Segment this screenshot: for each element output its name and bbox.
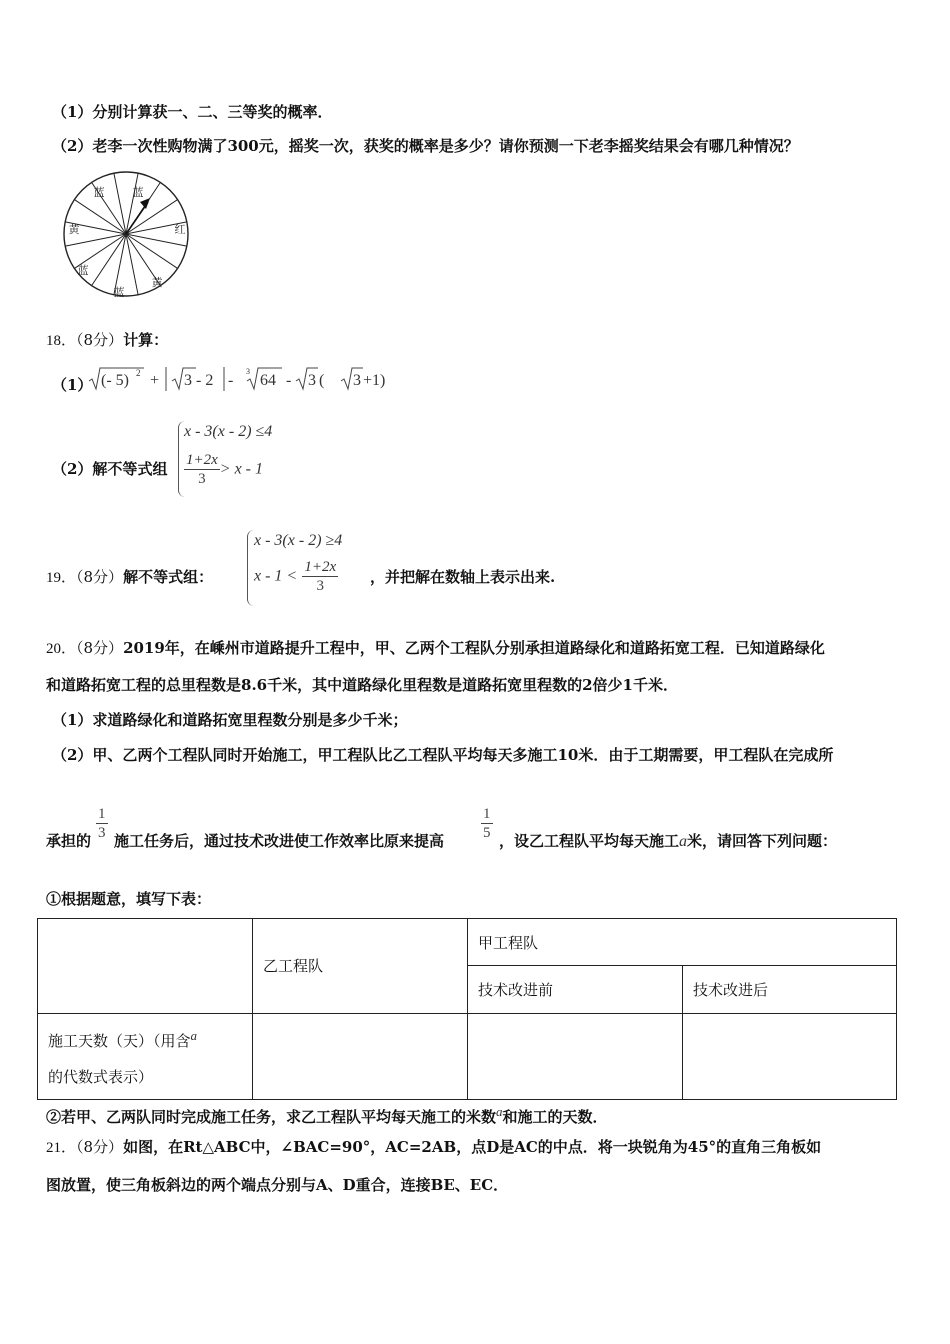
wheel-label: 蓝: [77, 264, 89, 277]
q20-sub2-a: ②若甲、乙两队同时完成施工任务，求乙工程队平均每天施工的米数: [46, 1108, 497, 1126]
q20-line3-d: 米，请回答下列问题：: [687, 832, 838, 850]
wheel-label: 蓝: [93, 186, 105, 199]
q20-sub1: ①根据题意，填写下表：: [46, 890, 212, 908]
q20-line1: 2019年，在嵊州市道路提升工程中，甲、乙两个工程队分别承担道路绿化和道路拓宽工程．已知道路绿化: [123, 639, 825, 657]
q19-label: 解不等式组：: [123, 568, 214, 586]
q20-table: [37, 918, 897, 1100]
svg-text:-: -: [228, 372, 234, 389]
q19-line2-lhs: x - 1 <: [254, 567, 298, 585]
q17-part1: （1）分别计算获一、二、三等奖的概率．: [52, 103, 333, 121]
q20-line2: 和道路拓宽工程的总里程数是8.6千米，其中道路绿化里程数是道路拓宽里程数的2倍少1千米．: [46, 676, 678, 694]
spinner-wheel: [62, 166, 192, 304]
q17-part2: （2）老李一次性购物满了300元，摇奖一次，获奖的概率是多少？请你预测一下老李摇奖结果会有哪几种情况？: [52, 137, 799, 155]
q18-number: 18．: [46, 333, 77, 349]
expr-tail: +1): [363, 372, 386, 389]
expr-c-index: 3: [246, 367, 250, 376]
table-cell-after-days[interactable]: [683, 1013, 897, 1100]
wheel-body: [64, 172, 188, 296]
q20-number: 20．: [46, 641, 77, 657]
q21-line1: 如图，在Rt△ABC中，∠BAC=90°，AC=2AB，点D是AC的中点．将一块锐角为45°的直角三角板如: [123, 1138, 822, 1156]
q20-frac1-den: 3: [98, 825, 106, 841]
table-header-before: 技术改进前: [468, 966, 683, 1013]
wheel-label: 蓝: [132, 186, 144, 199]
q21-number: 21．: [46, 1140, 77, 1156]
q19-tail: ，并把解在数轴上表示出来.: [370, 568, 556, 586]
expr-d: 3: [308, 372, 316, 389]
q19-line2: [254, 558, 338, 595]
table-header-after: 技术改进后: [683, 966, 897, 1013]
q20-sub2: [46, 1102, 608, 1127]
q21-line1-row: [46, 1137, 821, 1158]
expr-b: 3 - 2: [184, 372, 214, 389]
expr-c: 64: [260, 372, 276, 389]
expr-a: (- 5): [101, 372, 129, 389]
q20-sub2-var: a: [496, 1104, 503, 1119]
q19-brace: [247, 530, 254, 606]
q18-frac-num: 1+2x: [186, 452, 218, 468]
q20-part1: （1）求道路绿化和道路拓宽里程数分别是多少千米；: [52, 711, 408, 729]
table-row-label-var: a: [190, 1027, 198, 1043]
wheel-label: 红: [174, 223, 186, 236]
q19-score: （8分）: [76, 568, 124, 586]
q20-var-a: a: [679, 833, 688, 850]
q18-part1-expression: [86, 363, 386, 395]
q20-score: （8分）: [76, 639, 124, 657]
q19-frac-den: 3: [316, 578, 324, 594]
wheel-label: 黄: [68, 223, 80, 236]
q18-heading: [46, 330, 168, 351]
q18-title: 计算：: [123, 331, 169, 349]
q20-frac2: [481, 805, 493, 842]
expr-e: 3: [353, 372, 361, 389]
q20-line1-row: [46, 638, 825, 659]
q20-line3-c-text: ，设乙工程队平均每天施工: [499, 832, 680, 850]
q19-number: 19．: [46, 570, 77, 586]
wheel-label: 蓝: [113, 286, 125, 299]
svg-text:-: -: [286, 372, 292, 389]
table-header-jia: 甲工程队: [468, 919, 897, 966]
q20-line3-c: [499, 831, 837, 852]
q18-part2-label: （2）解不等式组: [52, 460, 168, 478]
table-row-label-1: 施工天数（天）（用含: [48, 1031, 191, 1050]
expr-a-exp: 2: [136, 368, 141, 378]
q18-frac-den: 3: [198, 471, 206, 487]
table-header-yi: 乙工程队: [253, 919, 468, 1014]
q18-score: （8分）: [76, 331, 124, 349]
wheel-label: 黄: [151, 276, 163, 289]
q20-part2: （2）甲、乙两个工程队同时开始施工，甲工程队比乙工程队平均每天多施工10米．由于工期需要，甲工程队在完成所: [52, 746, 834, 764]
svg-text:(: (: [319, 372, 325, 389]
q19-heading: [46, 567, 213, 588]
table-cell-yi-days[interactable]: [253, 1013, 468, 1100]
q20-frac2-num: 1: [483, 806, 491, 822]
table-corner-cell: [38, 919, 253, 1014]
q21-line2: 图放置，使三角板斜边的两个端点分别与A、D重合，连接BE、EC．: [46, 1176, 509, 1194]
q19-line1: x - 3(x - 2) ≥4: [254, 532, 343, 549]
q18-p2-line2: [184, 451, 263, 488]
q18-p2-line1: x - 3(x - 2) ≤4: [184, 423, 273, 440]
svg-text:+: +: [150, 372, 160, 389]
q21-score: （8分）: [76, 1138, 124, 1156]
table-row-label: [38, 1013, 253, 1100]
q20-line3-b: 施工任务后，通过技术改进使工作效率比原来提高: [114, 832, 445, 850]
q20-line3-a: 承担的: [46, 832, 92, 850]
q20-frac1-num: 1: [98, 806, 106, 822]
q18-part1-label: （1）: [52, 376, 93, 394]
table-row-label-2: 的代数式表示）: [48, 1067, 154, 1086]
q18-frac-rhs: > x - 1: [219, 460, 264, 478]
q19-frac-num: 1+2x: [304, 559, 337, 575]
table-cell-before-days[interactable]: [468, 1013, 683, 1100]
q20-sub2-b: 和施工的天数．: [502, 1108, 608, 1126]
q20-frac1: [96, 805, 108, 842]
q20-frac2-den: 5: [483, 825, 491, 841]
